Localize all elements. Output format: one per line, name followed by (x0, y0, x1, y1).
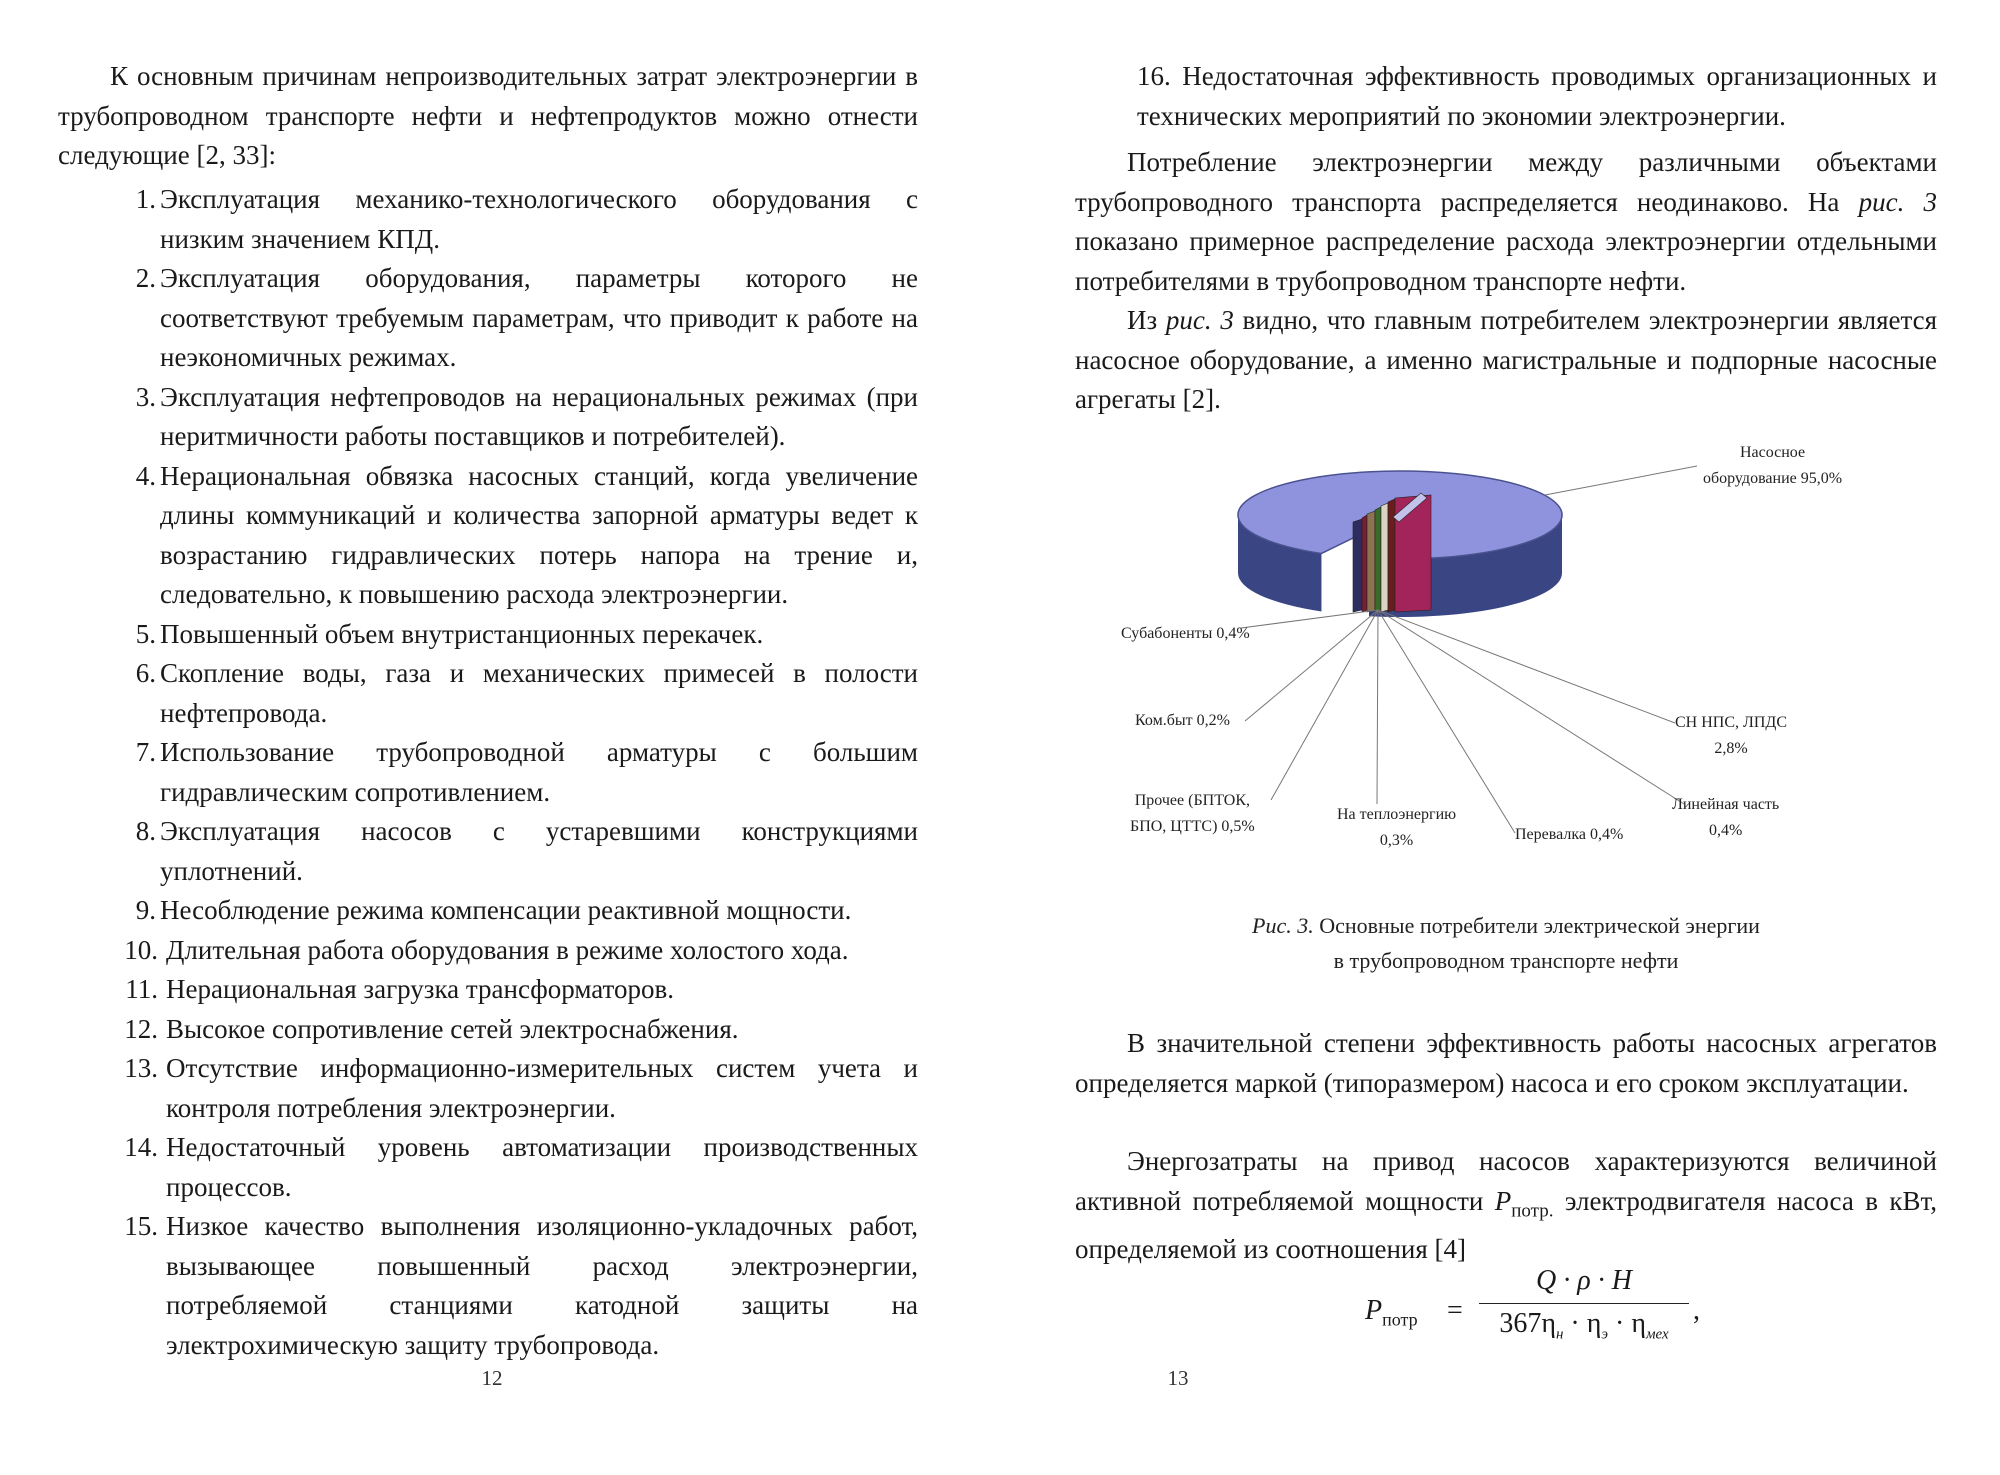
list-item (58, 378, 918, 457)
figure-caption (1075, 908, 1937, 978)
paragraph-text: Из (1127, 305, 1166, 335)
paragraph-text: электродвигателя насоса в кВт, определяемой из соотношения [4] (1075, 1185, 1937, 1265)
formula-fraction (1479, 1265, 1689, 1344)
paragraph-text: Потребление электроэнергии между различными объектами трубопроводного транспорта распределяется неодинаково. На (1075, 147, 1937, 217)
list-item-text: Нерациональная загрузка трансформаторов. (166, 974, 674, 1004)
label-line: 0,4% (1708, 822, 1743, 839)
paragraph-main-consumer (1075, 301, 1937, 420)
list-item (58, 180, 918, 259)
figure-reference: рис. 3 (1165, 305, 1234, 335)
list-item-number: 2. (135, 263, 156, 293)
label-line: БПО, ЦТТС) 0,5% (1130, 818, 1255, 835)
den-part: · η (1608, 1308, 1646, 1339)
list-item (58, 812, 918, 891)
den-part: · η (1563, 1308, 1602, 1339)
fraction-bar (1479, 1303, 1689, 1304)
list-item (58, 891, 918, 931)
formula-subscript: потр (1382, 1309, 1418, 1330)
list-item-text: Использование трубопроводной арматуры с большим гидравлическим сопротивлением. (160, 737, 918, 807)
formula-equals: = (1447, 1295, 1463, 1326)
list-item (58, 931, 918, 971)
intro-paragraph: К основным причинам непроизводительных затрат электроэнергии в трубопроводном транспорте нефти и нефтепродуктов можно отнести следующие [2, 33]: (58, 61, 918, 170)
leader-heat (1377, 610, 1378, 804)
list-item-text: Длительная работа оборудования в режиме холостого хода. (166, 934, 849, 965)
list-item-text: Эксплуатация нефтепроводов на нерациональных режимах (при неритмичности работы поставщиков и потребителей). (160, 381, 918, 451)
label-line: 2,8% (1714, 740, 1748, 757)
list-item-text: Несоблюдение режима компенсации реактивной мощности. (160, 895, 852, 925)
list-item-number: 12. (124, 1013, 158, 1044)
leader-household (1245, 610, 1378, 721)
list-item (58, 733, 918, 812)
pie-chart (1075, 440, 1937, 860)
list-item-number: 8. (135, 816, 156, 846)
formula-comma: , (1693, 1295, 1700, 1326)
list-item-number: 1. (135, 184, 156, 214)
label-pump (1703, 440, 1842, 492)
label-line: оборудование 95,0% (1703, 470, 1843, 487)
label-line: Линейная часть (1672, 796, 1780, 813)
causes-list (58, 180, 918, 1365)
leader-sn-nps (1378, 610, 1675, 723)
list-item-number: 5. (135, 618, 156, 649)
pie-slice-subscribers (1353, 519, 1362, 612)
label-subscribers: Субабоненты 0,4% (1121, 625, 1250, 642)
leader-linear (1378, 610, 1684, 804)
label-sn-nps (1675, 710, 1787, 762)
left-page (58, 0, 918, 1475)
label-household: Ком.быт 0,2% (1135, 712, 1230, 729)
pie-slice-transshipment (1381, 503, 1388, 612)
list-item (58, 970, 918, 1010)
label-heat (1337, 802, 1456, 854)
list-item-number: 15. (124, 1211, 158, 1241)
list-item-number: 7. (135, 737, 156, 767)
list-item-text: Скопление воды, газа и механических примесей в полости нефтепровода. (160, 658, 918, 728)
leader-pump (1545, 466, 1697, 495)
list-item-text: Низкое качество выполнения изоляционно-укладочных работ, вызывающее повышенный расход электроэнергии, потребляемой станциями катодной защиты на электрохимическую защиту трубопровода. (166, 1211, 918, 1360)
caption-line-1 (1075, 908, 1937, 943)
leader-other (1271, 610, 1378, 800)
list-item-number: 3. (135, 381, 156, 412)
list-item (58, 1207, 918, 1365)
list-item-number: 4. (135, 460, 156, 491)
list-item-text: Эксплуатация насосов с устаревшими конструкциями уплотнений. (160, 816, 918, 886)
list-item (58, 1049, 918, 1128)
caption-ref: Рис. 3. (1252, 913, 1314, 938)
formula-symbol: P (1365, 1295, 1383, 1326)
paragraph-efficiency: В значительной степени эффективность работы насосных агрегатов определяется маркой (типоразмером) насоса и его сроком эксплуатации. (1075, 1028, 1937, 1098)
power-symbol: P (1494, 1185, 1512, 1216)
list-item-16: 16. Недостаточная эффективность проводимых организационных и технических мероприятий по экономии электроэнергии. (1137, 61, 1937, 131)
list-item (58, 259, 918, 378)
label-line: СН НПС, ЛПДС (1675, 714, 1787, 731)
label-line: 0,3% (1379, 832, 1414, 849)
pie-slice-heat (1375, 507, 1381, 612)
label-linear-part (1672, 792, 1779, 844)
formula-lhs (1365, 1295, 1418, 1331)
list-item-number: 9. (135, 895, 156, 925)
list-item (58, 615, 918, 655)
pie-slice-other (1367, 511, 1375, 612)
paragraph-text: видно, что главным потребителем электроэнергии является насосное оборудование, а именно магистральные и подпорные насосные агрегаты [2]. (1075, 305, 1938, 414)
right-page (1075, 0, 1937, 1475)
list-item-number: 11. (125, 974, 158, 1004)
list-item-text: Эксплуатация оборудования, параметры которого не соответствуют требуемым параметрам, что приводит к работе на неэкономичных режимах. (160, 263, 918, 372)
list-item-text: Эксплуатация механико-технологического оборудования с низким значением КПД. (160, 184, 918, 254)
formula-numerator: Q · ρ · H (1536, 1265, 1632, 1296)
list-item-number: 13. (124, 1053, 158, 1083)
list-item-text: Высокое сопротивление сетей электроснабжения. (166, 1013, 739, 1044)
pie-slice-household (1362, 515, 1367, 612)
caption-line-2: в трубопроводном транспорте нефти (1333, 948, 1679, 973)
paragraph-distribution (1075, 143, 1937, 301)
paragraph-power (1075, 1142, 1937, 1270)
label-transshipment: Перевалка 0,4% (1515, 826, 1624, 843)
formula-denominator (1499, 1308, 1669, 1343)
paragraph-text: Энергозатраты на привод насосов характеризуются величиной активной потребляемой мощности (1075, 1146, 1937, 1216)
list-item (58, 1010, 918, 1050)
list-item-text: Нерациональная обвязка насосных станций, когда увеличение длины коммуникаций и количества запорной арматуры ведет к возрастанию гидравлических потерь напора на трение и, следовательно, к повышению расхода электроэнергии. (160, 460, 918, 609)
list-item-text: Недостаточный уровень автоматизации производственных процессов. (166, 1132, 918, 1202)
list-item-number: 6. (135, 658, 156, 688)
label-line: Насосное (1739, 444, 1806, 461)
paragraph-text: показано примерное распределение расхода электроэнергии отдельными потребителями в трубопроводном транспорте нефти. (1075, 226, 1937, 296)
list-item (58, 654, 918, 733)
leader-subscribers (1241, 610, 1378, 628)
leader-transshipment (1378, 610, 1515, 833)
power-formula (1365, 1265, 1745, 1345)
figure-reference: рис. 3 (1858, 186, 1937, 217)
page-number-left: 12 (481, 1366, 503, 1390)
list-item (58, 457, 918, 615)
den-sub: мех (1645, 1326, 1669, 1343)
list-item-number: 10. (124, 934, 158, 965)
label-other (1130, 788, 1255, 840)
den-sub: н (1555, 1326, 1564, 1343)
page-number-right: 13 (1167, 1366, 1189, 1390)
label-line: На теплоэнергию (1337, 806, 1457, 823)
list-item (58, 1128, 918, 1207)
caption-text: Основные потребители электрической энергии (1313, 913, 1760, 938)
list-item-text: Отсутствие информационно-измерительных систем учета и контроля потребления электроэнергии. (166, 1053, 918, 1123)
den-sub: э (1601, 1326, 1609, 1343)
label-line: Прочее (БПТОК, (1134, 792, 1250, 809)
list-item-text: Повышенный объем внутристанционных перекачек. (160, 618, 764, 649)
power-subscript: потр. (1511, 1199, 1554, 1221)
list-item-number: 14. (124, 1132, 158, 1162)
den-part: 367η (1499, 1308, 1556, 1339)
